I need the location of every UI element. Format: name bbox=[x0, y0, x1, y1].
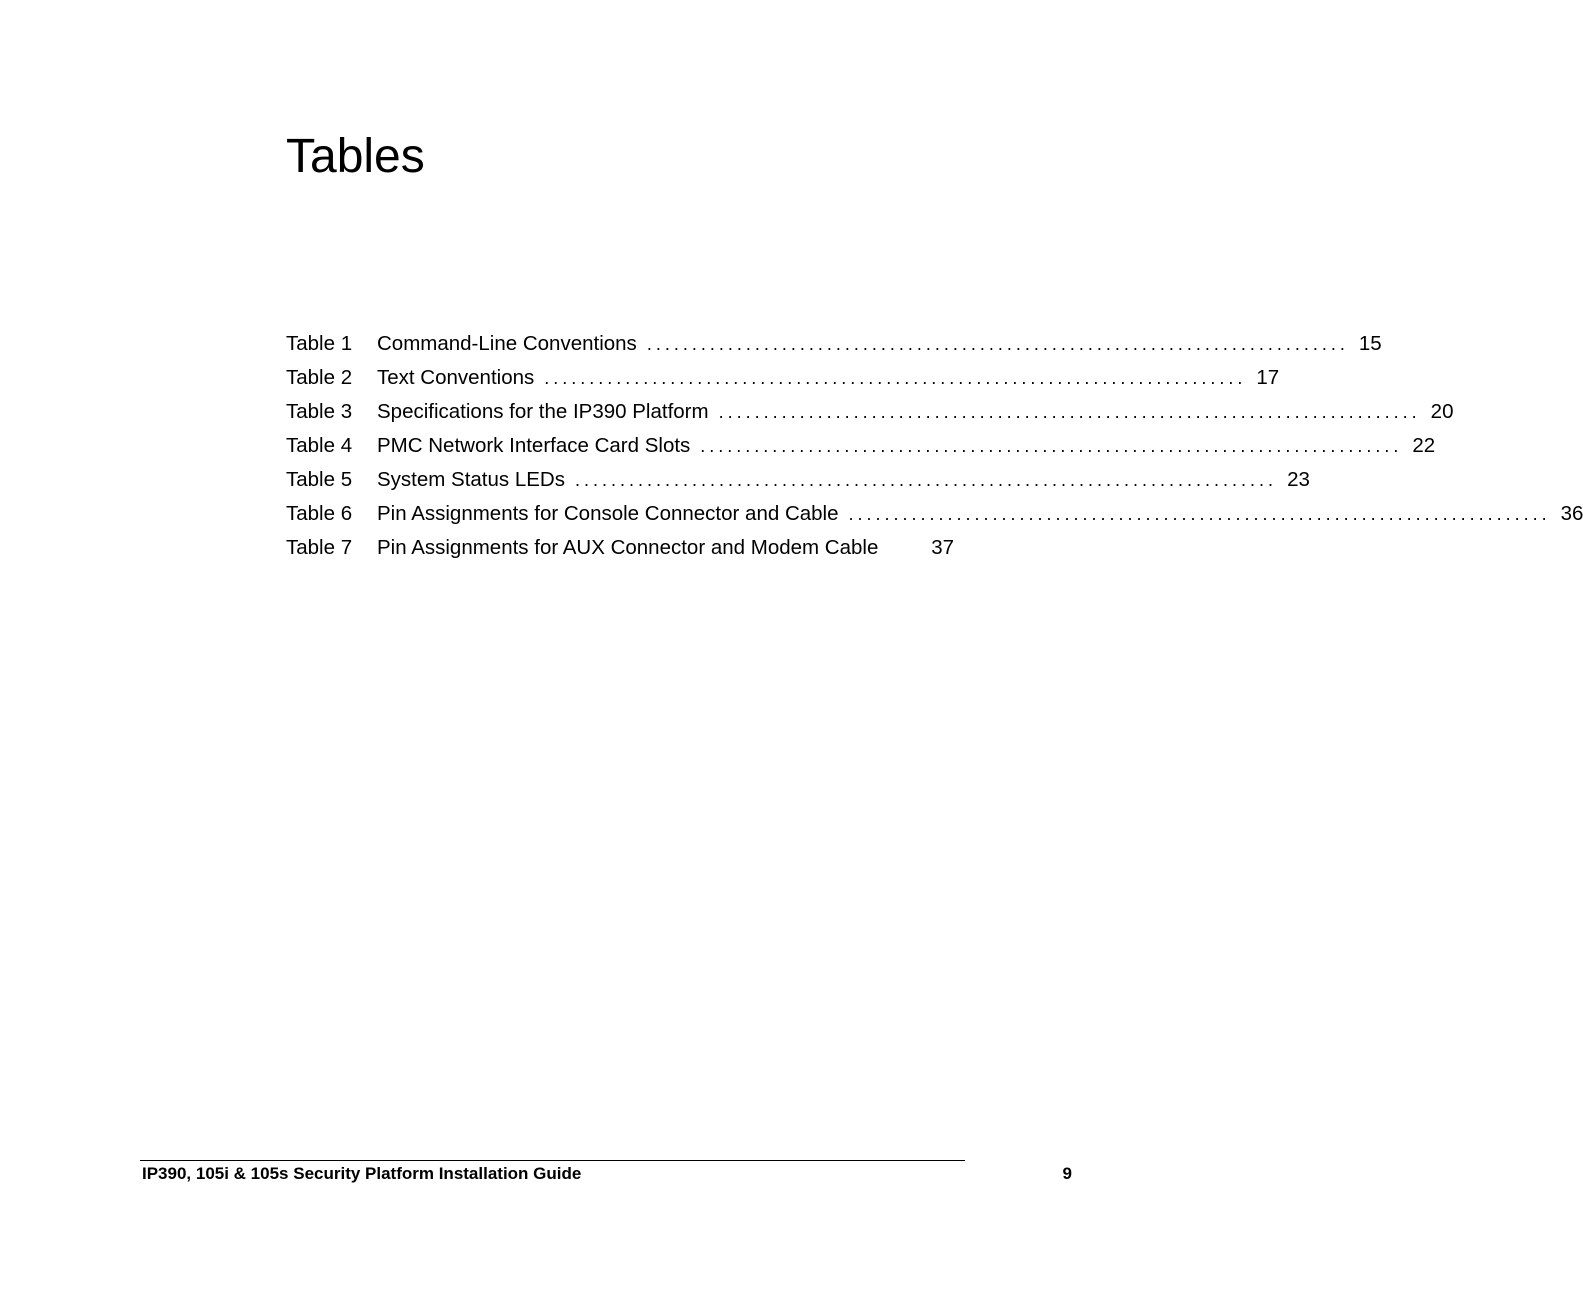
dot-leader: .............................................................................. bbox=[718, 402, 1421, 422]
toc-entry-number: Table 7 bbox=[286, 536, 353, 559]
dot-leader: .............................................................................. bbox=[544, 368, 1247, 388]
toc-entry-page: 15 bbox=[1358, 332, 1382, 355]
list-of-tables bbox=[286, 330, 1583, 568]
footer-document-title: IP390, 105i & 105s Security Platform Installation Guide bbox=[142, 1164, 582, 1183]
toc-entry-page: 17 bbox=[1256, 366, 1280, 389]
toc-entry-page: 22 bbox=[1412, 434, 1436, 457]
toc-entry-number: Table 3 bbox=[286, 400, 353, 423]
toc-entry-title: Text Conventions bbox=[377, 366, 535, 389]
toc-entry[interactable] bbox=[286, 534, 954, 568]
toc-entry-number: Table 2 bbox=[286, 366, 353, 389]
toc-entry-title: Pin Assignments for Console Connector and Cable bbox=[377, 502, 839, 525]
toc-entry[interactable] bbox=[286, 364, 1280, 398]
footer-divider bbox=[140, 1160, 965, 1161]
toc-entry-page: 36 bbox=[1560, 502, 1583, 525]
dot-leader: .............................................................................. bbox=[848, 504, 1551, 524]
toc-entry-page: 23 bbox=[1287, 468, 1310, 491]
toc-entry-number: Table 6 bbox=[286, 502, 353, 525]
toc-entry[interactable] bbox=[286, 500, 1583, 534]
toc-entry-page: 20 bbox=[1430, 400, 1454, 423]
toc-entry-page: 37 bbox=[931, 536, 954, 559]
dot-leader: .............................................................................. bbox=[646, 334, 1349, 354]
toc-entry-number: Table 4 bbox=[286, 434, 353, 457]
toc-entry-title: System Status LEDs bbox=[377, 468, 565, 491]
page-title: Tables bbox=[286, 130, 425, 183]
toc-entry[interactable] bbox=[286, 398, 1454, 432]
toc-entry-number: Table 1 bbox=[286, 332, 353, 355]
toc-entry-title: PMC Network Interface Card Slots bbox=[377, 434, 691, 457]
toc-entry[interactable] bbox=[286, 466, 1310, 500]
toc-entry-number: Table 5 bbox=[286, 468, 353, 491]
dot-leader: .............................................................................. bbox=[574, 470, 1278, 490]
toc-entry[interactable] bbox=[286, 432, 1436, 466]
dot-leader: .............................................................................. bbox=[700, 436, 1403, 456]
footer-page-number: 9 bbox=[1062, 1164, 1072, 1183]
toc-entry-title: Pin Assignments for AUX Connector and Modem Cable bbox=[377, 536, 879, 559]
toc-entry-title: Specifications for the IP390 Platform bbox=[377, 400, 709, 423]
toc-entry-title: Command-Line Conventions bbox=[377, 332, 637, 355]
toc-entry[interactable] bbox=[286, 330, 1382, 364]
